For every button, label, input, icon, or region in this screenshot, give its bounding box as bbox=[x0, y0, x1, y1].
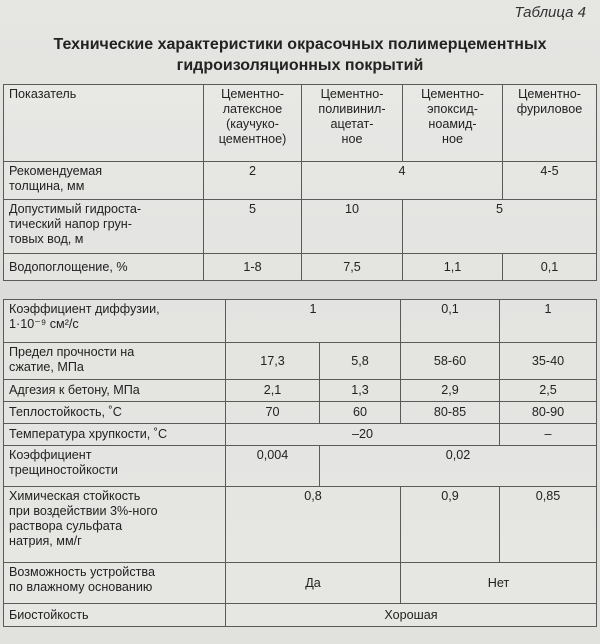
table-number-label: Таблица 4 bbox=[514, 4, 586, 21]
table-row-pressure bbox=[4, 200, 597, 254]
cell-value: 17,3 bbox=[226, 343, 320, 380]
cell-value: 0,02 bbox=[320, 446, 597, 487]
row-label: Водопоглощение, % bbox=[4, 254, 204, 281]
row-label: Коэффициент трещиностойкости bbox=[4, 446, 226, 487]
cell-value: 2,1 bbox=[226, 380, 320, 402]
cell-value: 1 bbox=[500, 300, 597, 343]
cell-value: – bbox=[500, 424, 597, 446]
row-label: Коэффициент диффузии, 1·10⁻⁹ см²/с bbox=[4, 300, 226, 343]
table-row-water-absorption bbox=[4, 254, 597, 281]
row-label: Допустимый гидроста- тический напор грун- товых вод, м bbox=[4, 200, 204, 254]
row-label: Возможность устройства по влажному основанию bbox=[4, 563, 226, 604]
table-row-chemical-resistance bbox=[4, 487, 597, 563]
cell-value: 1,1 bbox=[403, 254, 503, 281]
cell-value: 5 bbox=[403, 200, 597, 254]
cell-value: 2 bbox=[204, 162, 302, 200]
cell-value: 2,5 bbox=[500, 380, 597, 402]
cell-value: 7,5 bbox=[302, 254, 403, 281]
cell-value: 80-90 bbox=[500, 402, 597, 424]
table-row-bioresistance bbox=[4, 604, 597, 627]
row-label: Предел прочности на сжатие, МПа bbox=[4, 343, 226, 380]
table-header-row bbox=[4, 85, 597, 162]
cell-value: 35-40 bbox=[500, 343, 597, 380]
cell-value: Да bbox=[226, 563, 401, 604]
table-row-heat-resistance bbox=[4, 402, 597, 424]
cell-value: 1 bbox=[226, 300, 401, 343]
cell-value: 70 bbox=[226, 402, 320, 424]
cell-value: Хорошая bbox=[226, 604, 597, 627]
cell-value: 0,8 bbox=[226, 487, 401, 563]
row-label: Рекомендуемая толщина, мм bbox=[4, 162, 204, 200]
cell-value: 2,9 bbox=[401, 380, 500, 402]
cell-value: 1-8 bbox=[204, 254, 302, 281]
table-row-compressive-strength bbox=[4, 343, 597, 380]
cell-value: 5,8 bbox=[320, 343, 401, 380]
table-row-wet-base bbox=[4, 563, 597, 604]
cell-value: 58-60 bbox=[401, 343, 500, 380]
table-row-adhesion bbox=[4, 380, 597, 402]
table-row-thickness bbox=[4, 162, 597, 200]
table-row-diffusion bbox=[4, 300, 597, 343]
cell-value: 0,1 bbox=[401, 300, 500, 343]
table-row-brittleness-temperature bbox=[4, 424, 597, 446]
cell-value: 4-5 bbox=[503, 162, 597, 200]
table-title bbox=[0, 34, 600, 76]
cell-value: 0,004 bbox=[226, 446, 320, 487]
characteristics-table-upper bbox=[3, 84, 597, 281]
cell-value: 0,9 bbox=[401, 487, 500, 563]
row-label: Биостойкость bbox=[4, 604, 226, 627]
header-indicator: Показатель bbox=[4, 85, 204, 162]
cell-value: 80-85 bbox=[401, 402, 500, 424]
cell-value: 0,1 bbox=[503, 254, 597, 281]
table-title-line-1: Технические характеристики окрасочных полимерцементных bbox=[53, 36, 547, 53]
cell-value: 60 bbox=[320, 402, 401, 424]
row-label: Химическая стойкость при воздействии 3%-ного раствора сульфата натрия, мм/г bbox=[4, 487, 226, 563]
row-label: Температура хрупкости, ˚С bbox=[4, 424, 226, 446]
row-label: Адгезия к бетону, МПа bbox=[4, 380, 226, 402]
cell-value: 1,3 bbox=[320, 380, 401, 402]
header-cement-pva: Цементно- поливинил- ацетат- ное bbox=[302, 85, 403, 162]
cell-value: 5 bbox=[204, 200, 302, 254]
cell-value: 10 bbox=[302, 200, 403, 254]
header-cement-furyl: Цементно- фуриловое bbox=[503, 85, 597, 162]
characteristics-table-lower bbox=[3, 299, 597, 627]
table-title-line-2: гидроизоляционных покрытий bbox=[176, 57, 424, 74]
cell-value: –20 bbox=[226, 424, 500, 446]
header-cement-latex: Цементно- латексное (каучуко- цементное) bbox=[204, 85, 302, 162]
table-row-crack-resistance bbox=[4, 446, 597, 487]
cell-value: 4 bbox=[302, 162, 503, 200]
header-cement-epoxy: Цементно- эпоксид- ноамид- ное bbox=[403, 85, 503, 162]
cell-value: 0,85 bbox=[500, 487, 597, 563]
row-label: Теплостойкость, ˚С bbox=[4, 402, 226, 424]
cell-value: Нет bbox=[401, 563, 597, 604]
